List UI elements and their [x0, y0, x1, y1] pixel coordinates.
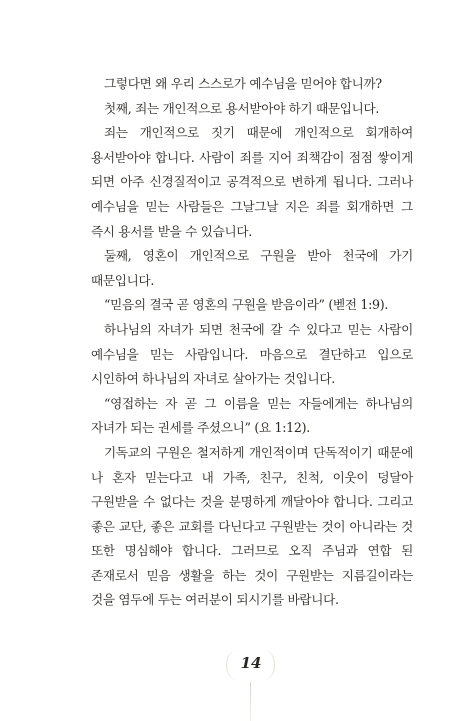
- paragraph-first-reason: 첫째, 죄는 개인적으로 용서받아야 하기 때문입니다.: [104, 100, 380, 116]
- paragraph-forgiveness: 죄는 개인적으로 짓기 때문에 개인적으로 회개하여 용서받아야 합니다. 사람이 죄를 지어 죄책감이 점점 쌓이게 되면 아주 신경질적이고 공격적으로 변하게 됩니다. 그러나 예수님을 믿는 사람들은 그날그날 지은 죄를 회개하면 그 즉시 용서를 받을 수 있습니다.: [91, 125, 413, 239]
- paragraph-personal-salvation: 기독교의 구원은 철저하게 개인적이며 단독적이기 때문에 나 혼자 믿는다고 내 가족, 친구, 친척, 이웃이 덩달아 구원받을 수 없다는 것을 분명하게 깨달아야 합니다. 그리고 좋은 교단, 좋은 교회를 다닌다고 구원받는 것이 아니라는 것 또한 명심해야 합니다. 그러므로 오직 주님과 연합 된 존재로서 믿음 생활을 하는 것이 구원받는 지름길이라는 것을 염두에 두는 여러분이 되시기를 바랍니다.: [91, 444, 413, 608]
- paragraph-quote-1-peter: “믿음의 결국 곧 영혼의 구원을 받음이라” (벧전 1:9).: [104, 297, 389, 313]
- body-text: [91, 72, 413, 613]
- page-footer: [0, 644, 470, 721]
- paragraph-second-reason: 둘째, 영혼이 개인적으로 구원을 받아 천국에 가기 때문입니다.: [91, 248, 413, 288]
- paragraph-question: 그렇다면 왜 우리 스스로가 예수님을 믿어야 합니까?: [104, 76, 382, 91]
- page-number: 14: [240, 654, 262, 672]
- paragraph-children-of-god: 하나님의 자녀가 되면 천국에 갈 수 있다고 믿는 사람이 예수님을 믿는 사람입니다. 마음으로 결단하고 입으로 시인하여 하나님의 자녀로 살아가는 것입니다.: [91, 321, 413, 387]
- paragraph-quote-john: “영접하는 자 곧 그 이름을 믿는 자들에게는 하나님의 자녀가 되는 권세를 주셨으니” (요 1:12).: [91, 395, 413, 436]
- ornament-line: [250, 682, 251, 721]
